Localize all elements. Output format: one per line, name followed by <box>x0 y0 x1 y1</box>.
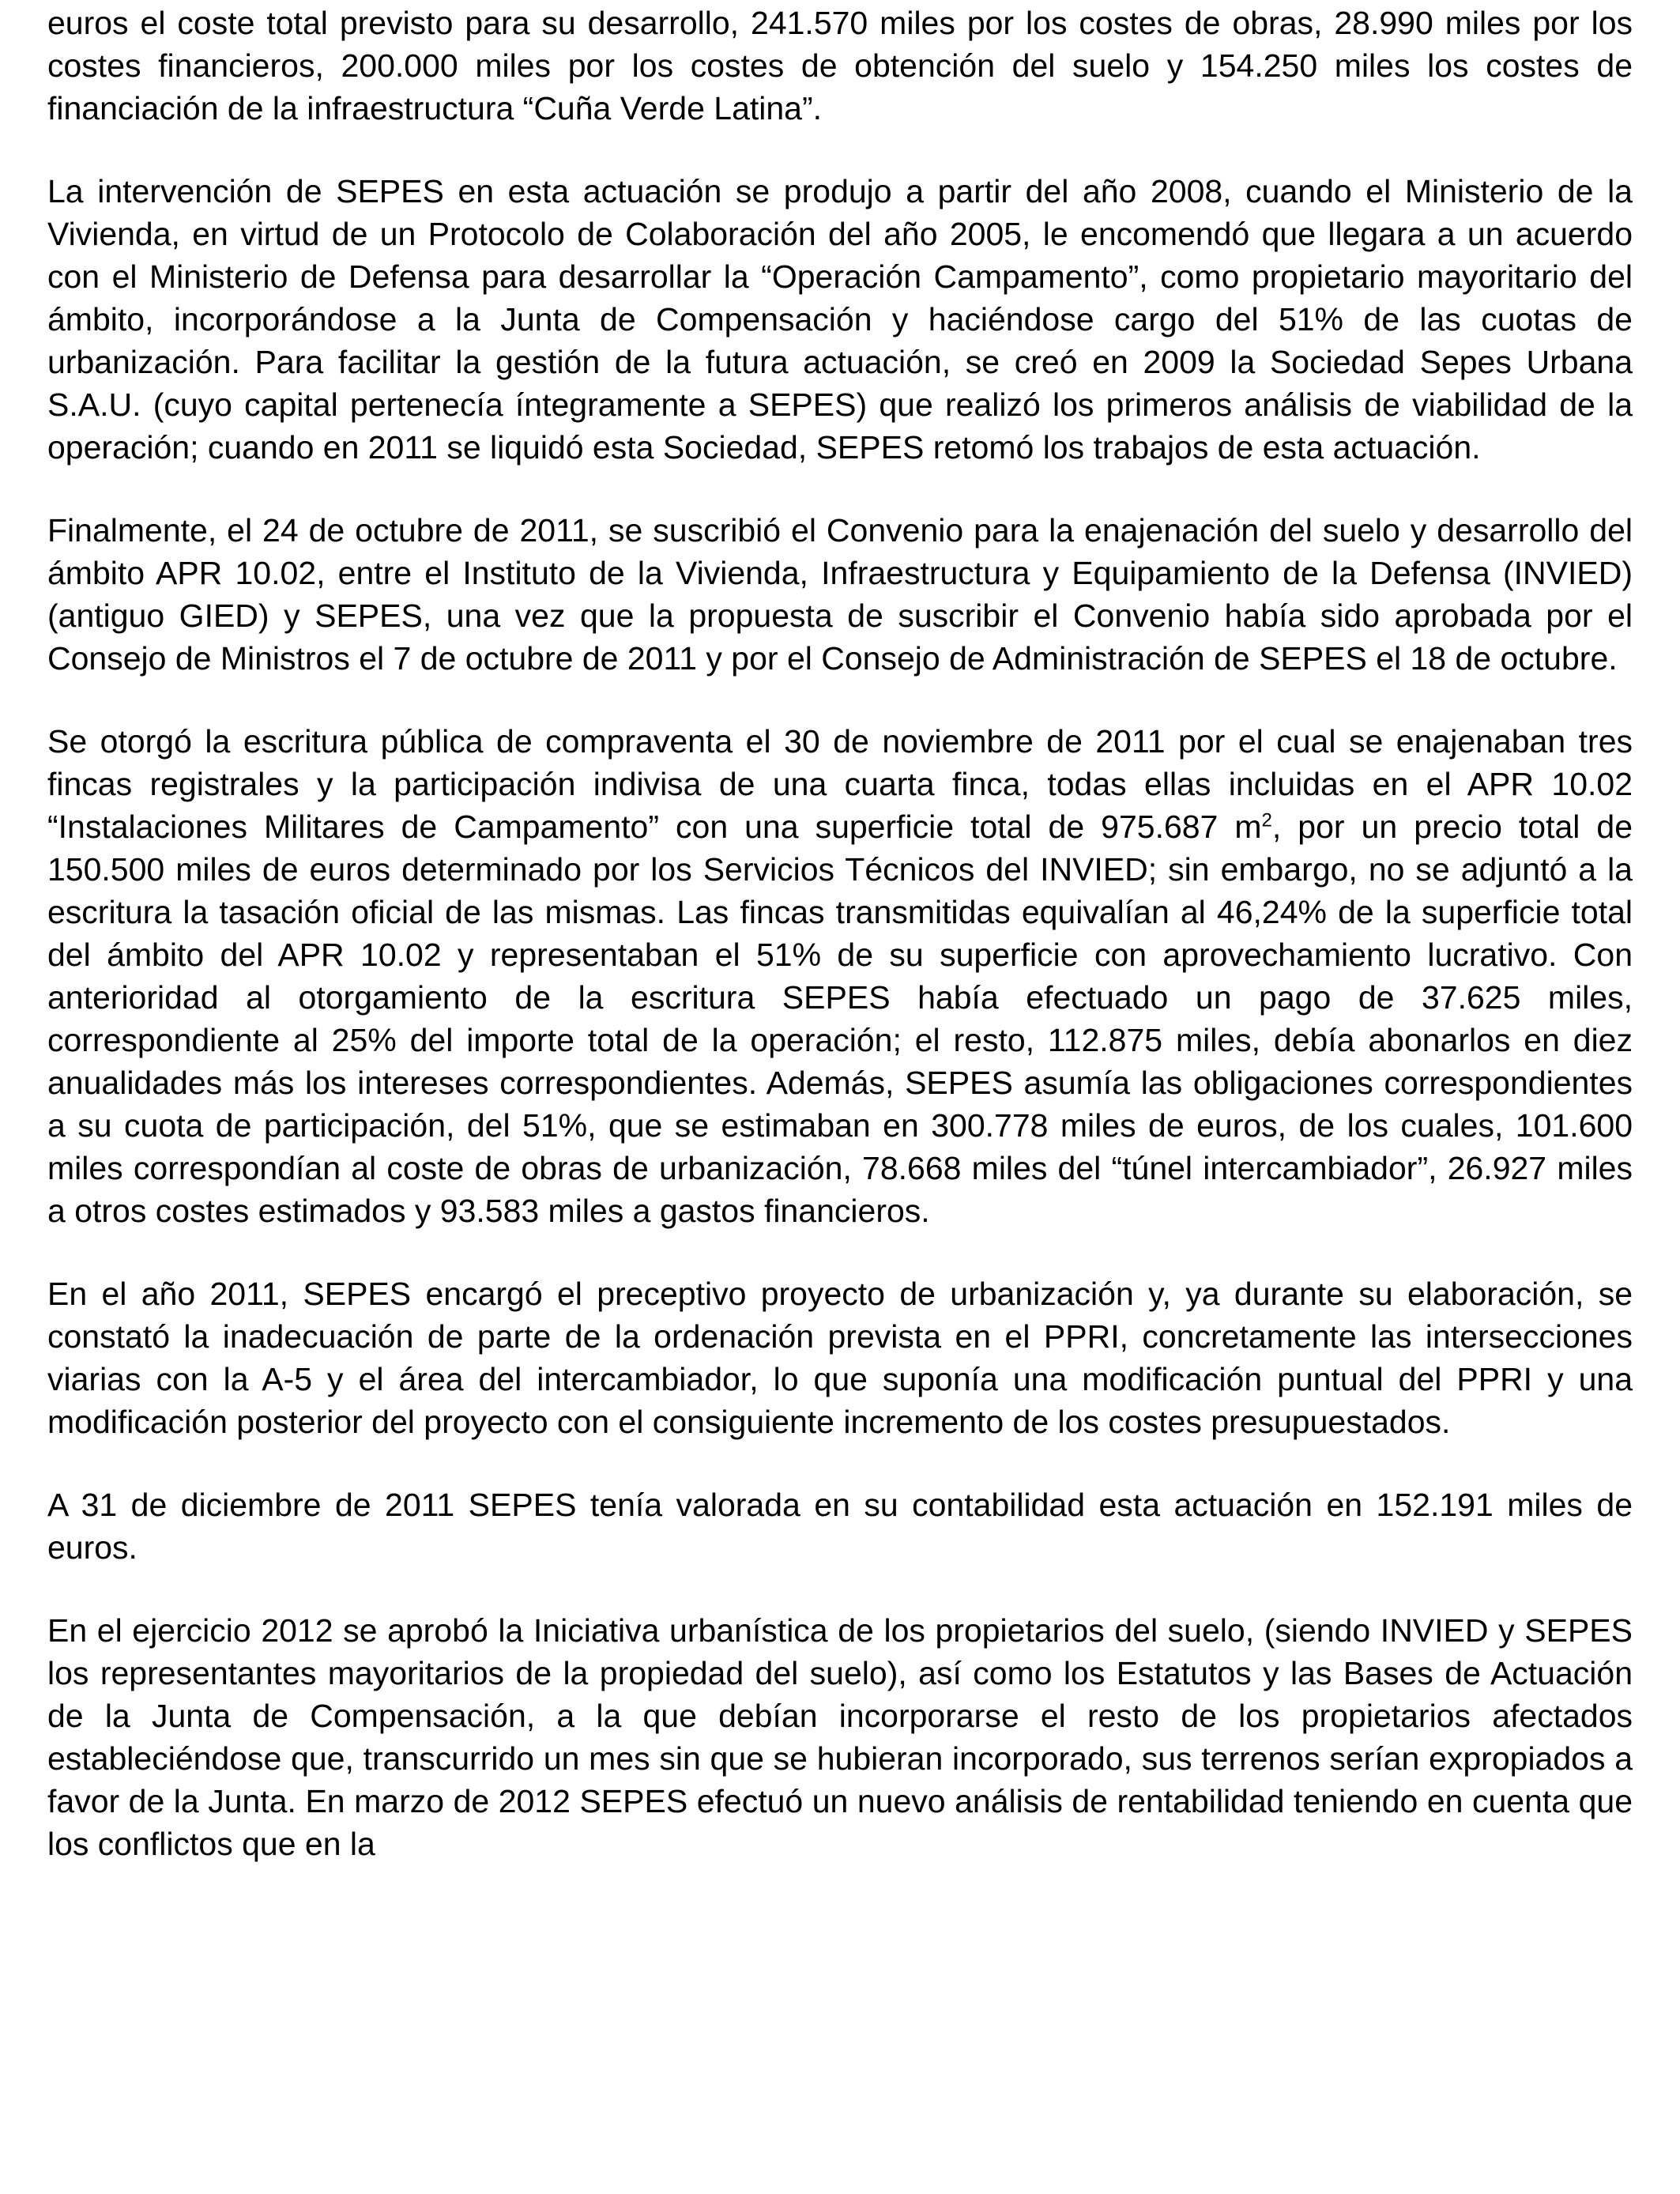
document-page <box>47 2 1633 1906</box>
paragraph-valoracion-2011: A 31 de diciembre de 2011 SEPES tenía valorada en su contabilidad esta actuación en 152.191 miles de euros. <box>47 1487 1633 1566</box>
paragraph-proyecto-urbanizacion: En el año 2011, SEPES encargó el preceptivo proyecto de urbanización y, ya durante su elaboración, se constató la inadecuación de parte de la ordenación prevista en el PPRI, concretamente las intersecciones viarias con la A-5 y el área del intercambiador, lo que suponía una modificación puntual del PPRI y una modificación posterior del proyecto con el consiguiente incremento de los costes presupuestados. <box>47 1276 1633 1440</box>
paragraph-sepes-intervention: La intervención de SEPES en esta actuación se produjo a partir del año 2008, cuando el Ministerio de la Vivienda, en virtud de un Protocolo de Colaboración del año 2005, le encomendó que llegara a un acuerdo con el Ministerio de Defensa para desarrollar la “Operación Campamento”, como propietario mayoritario del ámbito, incorporándose a la Junta de Compensación y haciéndose cargo del 51% de las cuotas de urbanización. Para facilitar la gestión de la futura actuación, se creó en 2009 la Sociedad Sepes Urbana S.A.U. (cuyo capital pertenecía íntegramente a SEPES) que realizó los primeros análisis de viabilidad de la operación; cuando en 2011 se liquidó esta Sociedad, SEPES retomó los trabajos de esta actuación. <box>47 173 1633 466</box>
paragraph-escritura-text-after: , por un precio total de 150.500 miles de euros determinado por los Servicios Técnicos del INVIED; sin embargo, no se adjuntó a la escritura la tasación oficial de las mismas. Las fincas transmitidas equivalían al 46,24% de la superficie total del ámbito del APR 10.02 y representaban el 51% de su superficie con aprovechamiento lucrativo. Con anterioridad al otorgamiento de la escritura SEPES había efectuado un pago de 37.625 miles, correspondiente al 25% del importe total de la operación; el resto, 112.875 miles, debía abonarlos en diez anualidades más los intereses correspondientes. Además, SEPES asumía las obligaciones correspondientes a su cuota de participación, del 51%, que se estimaban en 300.778 miles de euros, de los cuales, 101.600 miles correspondían al coste de obras de urbanización, 78.668 miles del “túnel intercambiador”, 26.927 miles a otros costes estimados y 93.583 miles a gastos financieros. <box>47 809 1633 1229</box>
paragraph-ejercicio-2012: En el ejercicio 2012 se aprobó la Iniciativa urbanística de los propietarios del suelo, (siendo INVIED y SEPES los representantes mayoritarios de la propiedad del suelo), así como los Estatutos y las Bases de Actuación de la Junta de Compensación, a la que debían incorporarse el resto de los propietarios afectados estableciéndose que, transcurrido un mes sin que se hubieran incorporado, sus terrenos serían expropiados a favor de la Junta. En marzo de 2012 SEPES efectuó un nuevo análisis de rentabilidad teniendo en cuenta que los conflictos que en la <box>47 1612 1633 1862</box>
paragraph-escritura-compraventa <box>47 720 1633 1232</box>
paragraph-convenio-2011: Finalmente, el 24 de octubre de 2011, se suscribió el Convenio para la enajenación del suelo y desarrollo del ámbito APR 10.02, entre el Instituto de la Vivienda, Infraestructura y Equipamiento de la Defensa (INVIED) (antiguo GIED) y SEPES, una vez que la propuesta de suscribir el Convenio había sido aprobada por el Consejo de Ministros el 7 de octubre de 2011 y por el Consejo de Administración de SEPES el 18 de octubre. <box>47 512 1633 677</box>
superscript-square-meters: 2 <box>1261 809 1272 831</box>
paragraph-cost-continuation: euros el coste total previsto para su desarrollo, 241.570 miles por los costes de obras, 28.990 miles por los costes financieros, 200.000 miles por los costes de obtención del suelo y 154.250 miles los costes de financiación de la infraestructura “Cuña Verde Latina”. <box>47 5 1633 126</box>
paragraph-escritura-text-before: Se otorgó la escritura pública de compraventa el 30 de noviembre de 2011 por el cual se enajenaban tres fincas registrales y la participación indivisa de una cuarta finca, todas ellas incluidas en el APR 10.02 “Instalaciones Militares de Campamento” con una superficie total de 975.687 m <box>47 723 1633 845</box>
